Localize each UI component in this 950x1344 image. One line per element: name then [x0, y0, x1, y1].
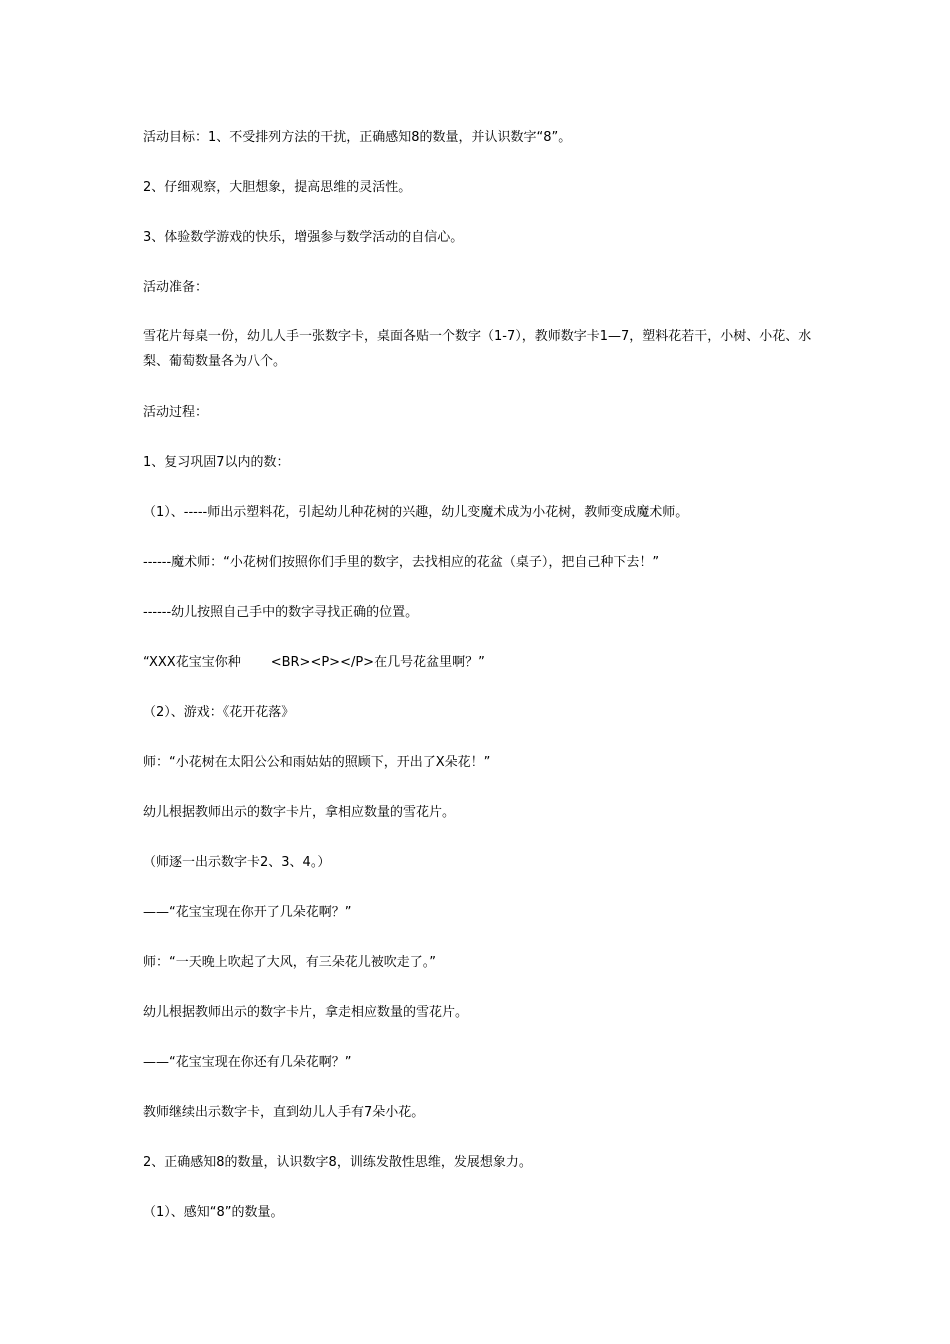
- children-take-line: 幼儿根据教师出示的数字卡片，拿相应数量的雪花片。: [143, 805, 456, 820]
- teacher-show-cards-line: （师逐一出示数字卡2、3、4。）: [143, 855, 331, 870]
- children-find-line: ------幼儿按照自己手中的数字寻找正确的位置。: [143, 605, 419, 620]
- question-part-1: “XXX花宝宝你种: [143, 655, 241, 670]
- goal-line-3: 3、体验数学游戏的快乐，增强参与数学活动的自信心。: [143, 230, 464, 245]
- flower-question-line-1: ——“花宝宝现在你开了几朵花啊？”: [143, 905, 352, 920]
- preparation-text: 雪花片每桌一份，幼儿人手一张数字卡，桌面各贴一个数字（1-7），教师数字卡1—7，塑料花若干，小树、小花、水梨、葡萄数量各为八个。: [143, 329, 812, 369]
- process-heading: 活动过程：: [143, 405, 209, 420]
- game-heading: （2）、游戏：《花开花落》: [143, 705, 295, 720]
- preparation-heading: 活动准备：: [143, 280, 209, 295]
- children-remove-line: 幼儿根据教师出示的数字卡片，拿走相应数量的雪花片。: [143, 1005, 469, 1020]
- question-line: [143, 653, 823, 672]
- step-1-1-line: （1）、-----师出示塑料花，引起幼儿种花树的兴趣，幼儿变魔术成为小花树，教师变成魔术师。: [143, 505, 689, 520]
- goal-line-1: 活动目标：1、不受排列方法的干扰，正确感知8的数量，并认识数字“8”。: [143, 130, 572, 145]
- step-1-heading: 1、复习巩固7以内的数：: [143, 455, 290, 470]
- goal-line-2: 2、仔细观察，大胆想象，提高思维的灵活性。: [143, 180, 412, 195]
- step-2-1-line: （1）、感知“8”的数量。: [143, 1205, 284, 1220]
- flower-question-line-2: ——“花宝宝现在你还有几朵花啊？”: [143, 1055, 352, 1070]
- step-2-heading: 2、正确感知8的数量，认识数字8，训练发散性思维，发展想象力。: [143, 1155, 532, 1170]
- teacher-line-2: 师：“一天晚上吹起了大风，有三朵花儿被吹走了。”: [143, 955, 436, 970]
- magician-line: ------魔术师：“小花树们按照你们手里的数字，去找相应的花盆（桌子），把自己种下去！”: [143, 555, 660, 570]
- question-part-2: <BR><P></P>在几号花盆里啊？”: [270, 655, 485, 670]
- teacher-line-1: 师：“小花树在太阳公公和雨姑姑的照顾下，开出了X朵花！”: [143, 755, 491, 770]
- continue-line: 教师继续出示数字卡，直到幼儿人手有7朵小花。: [143, 1105, 425, 1120]
